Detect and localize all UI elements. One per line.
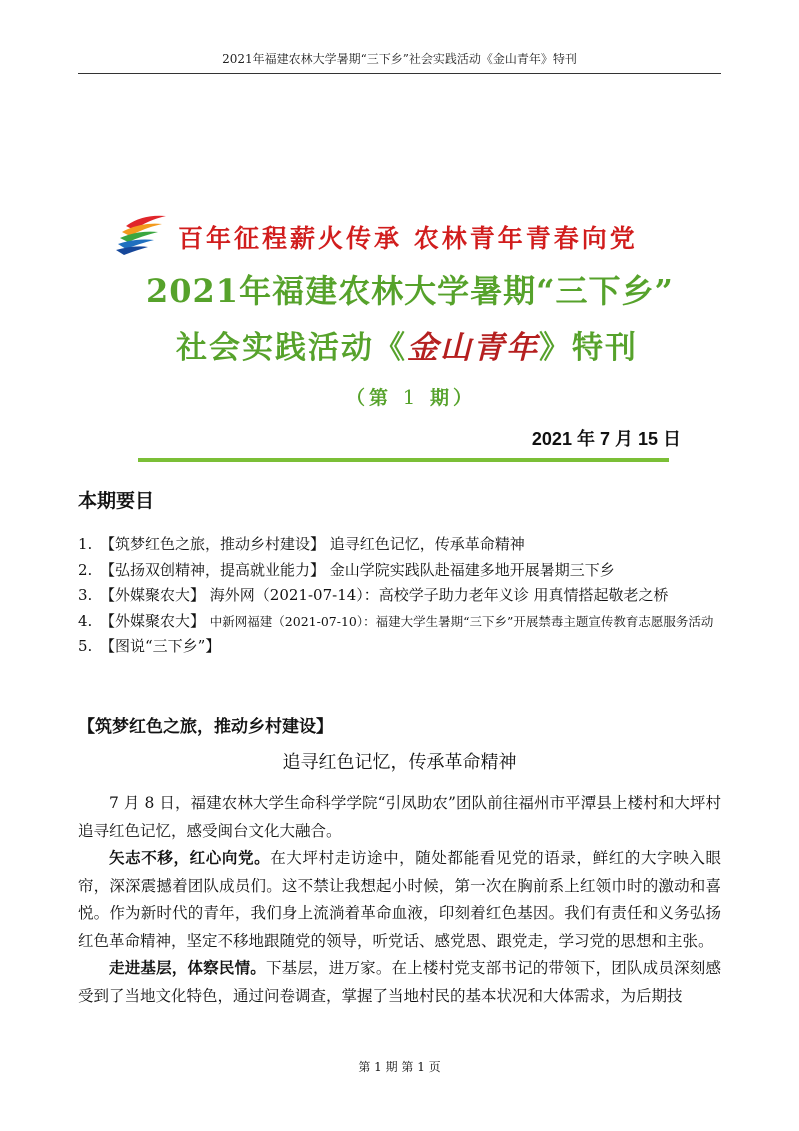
toc-sub: 金山学院实践队赴福建多地开展暑期三下乡 — [329, 560, 615, 579]
toc-num: 4. — [78, 611, 93, 630]
paragraph-lead: 走进基层，体察民情。 — [109, 959, 266, 977]
toc-tag: 【图说“三下乡”】 — [100, 637, 221, 655]
toc-num: 5. — [78, 637, 93, 655]
paragraph — [78, 955, 721, 1010]
toc-num: 1. — [78, 535, 93, 553]
masthead-title-line2 — [176, 322, 638, 367]
paragraph-text: 7 月 8 日，福建农林大学生命科学学院“引凤助农”团队前往福州市平潭县上楼村和大坪村追寻红色记忆，感受闽台文化大融合。 — [78, 794, 721, 840]
article-title: 追寻红色记忆，传承革命精神 — [282, 752, 517, 773]
toc-item — [78, 559, 728, 585]
running-header: 2021年福建农林大学暑期“三下乡”社会实践活动《金山青年》特刊 — [222, 52, 577, 66]
page-footer: 第 1 期 第 1 页 — [358, 1060, 441, 1074]
publication-date: 2021 年 7 月 15 日 — [531, 429, 681, 449]
toc-tag: 【外媒聚农大】 — [100, 586, 206, 604]
issue-value: 1 — [402, 385, 420, 409]
paragraph-lead: 矢志不移，红心向党。 — [109, 849, 271, 867]
paragraph-text: 在大坪村走访途中，随处都能看见党的语录，鲜红的大字映入眼帘，深深震撼着团队成员们。这不禁让我想起小时候，第一次在胸前系上红领巾时的激动和喜悦。作为新时代的青年，我们身上流淌着革命血液，印刻着红色基因。我们有责任和义务弘扬红色革命精神，坚定不移地跟随党的领导，听党话、感党恩、跟党走，学习党的思想和主张。 — [78, 849, 721, 950]
masthead-title-line1: 2021年福建农林大学暑期“三下乡” — [146, 272, 674, 310]
slogan: 百年征程薪火传承 农林青年青春向党 — [178, 224, 638, 253]
paragraph — [78, 845, 721, 955]
toc-sub: 海外网（2021-07-14）：高校学子助力老年义诊 用真情搭起敬老之桥 — [209, 586, 669, 604]
toc-item — [78, 635, 728, 661]
table-of-contents — [78, 533, 728, 661]
toc-num: 2. — [78, 560, 93, 579]
toc-item — [78, 533, 728, 559]
toc-tag: 【筑梦红色之旅，推动乡村建设】 — [100, 535, 326, 553]
toc-tag: 【弘扬双创精神，提高就业能力】 — [100, 560, 326, 579]
toc-item — [78, 584, 728, 610]
toc-sub: 中新网福建（2021-07-10）：福建大学生暑期“三下乡”开展禁毒主题宣传教育志愿服务活动 — [209, 613, 714, 629]
toc-tag: 【外媒聚农大】 — [100, 611, 206, 630]
header-rule — [78, 73, 721, 74]
paragraph — [78, 790, 721, 845]
rainbow-logo-icon — [116, 212, 168, 256]
toc-num: 3. — [78, 586, 93, 604]
issue-number — [346, 383, 476, 410]
issue-open: （第 — [346, 387, 393, 409]
brand-calligraphy: 金山青年 — [407, 330, 539, 366]
green-divider — [138, 458, 669, 462]
title-text-b: 》特刊 — [539, 330, 638, 366]
toc-title: 本期要目 — [78, 490, 155, 512]
toc-item — [78, 610, 728, 636]
paragraph-text: 下基层，进万家。在上楼村党支部书记的带领下，团队成员深刻感受到了当地文化特色，通过问卷调查，掌握了当地村民的基本状况和大体需求，为后期技 — [78, 959, 721, 1005]
title-text-a: 社会实践活动《 — [176, 330, 407, 366]
section-heading: 【筑梦红色之旅，推动乡村建设】 — [78, 717, 333, 737]
article-body — [78, 790, 721, 1010]
issue-close: 期） — [430, 387, 477, 409]
toc-sub: 追寻红色记忆，传承革命精神 — [329, 535, 525, 553]
